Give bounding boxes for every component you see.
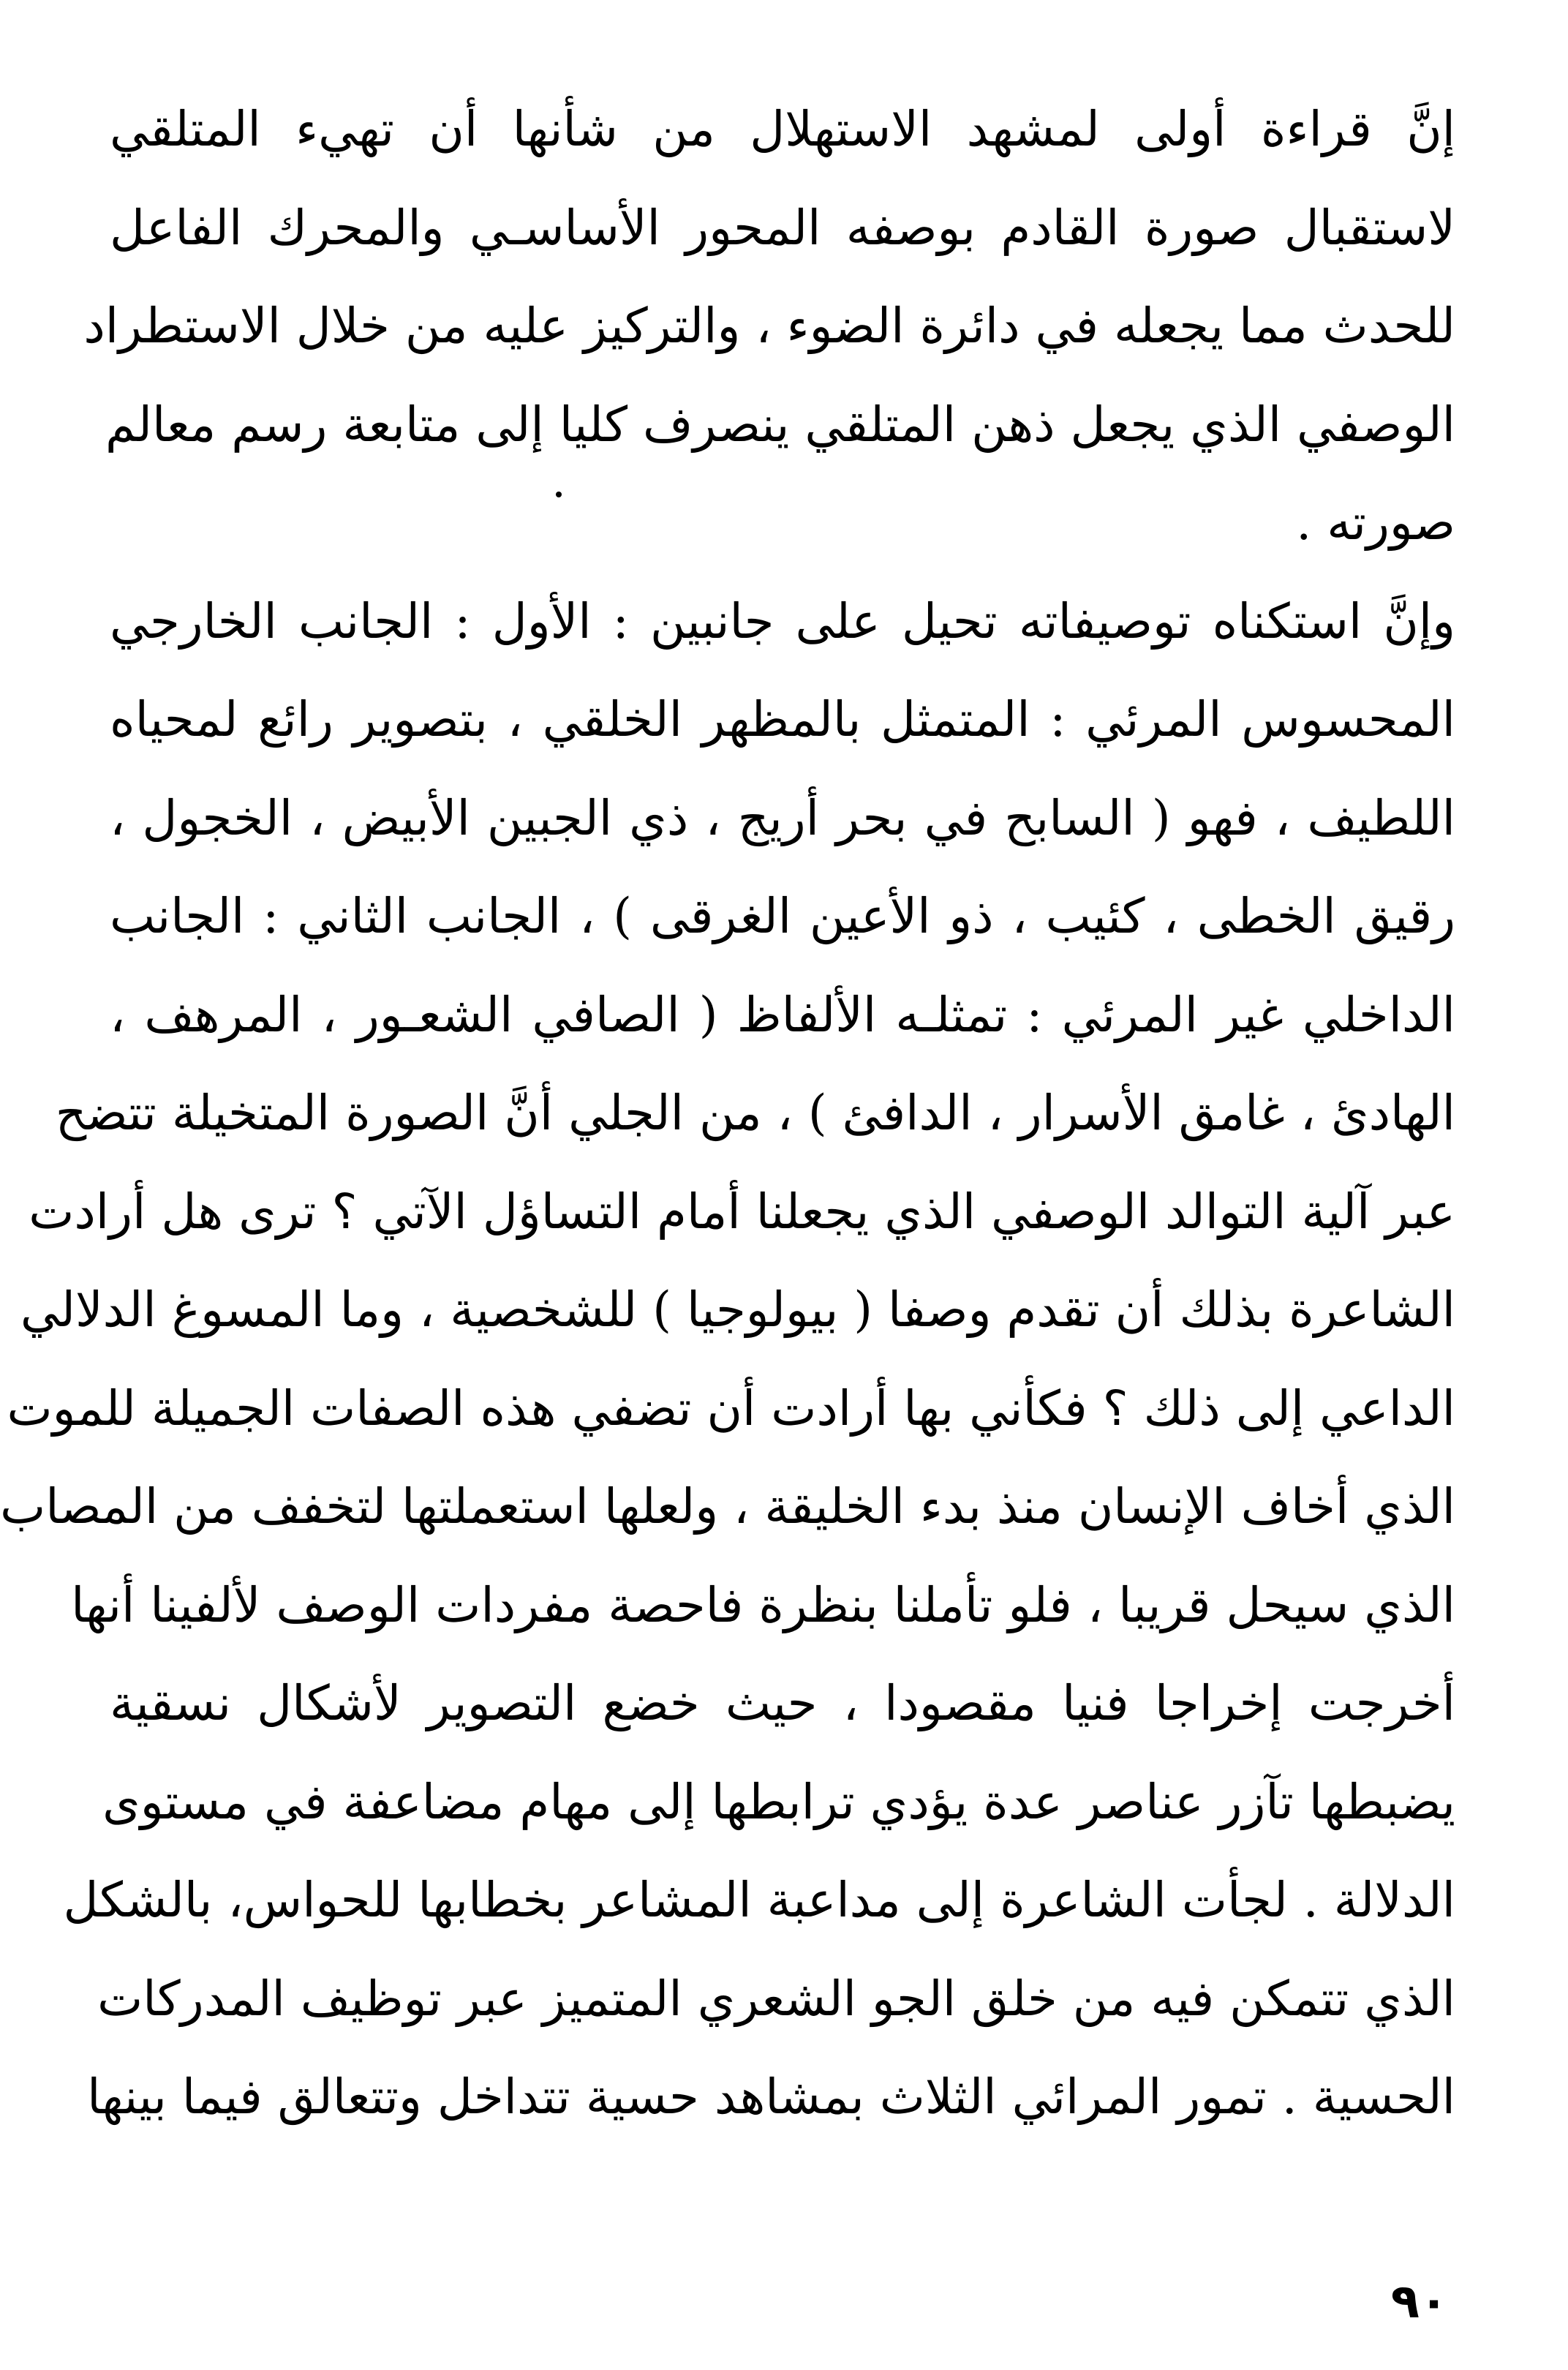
text-line: أخرجت إخراجا فنيا مقصودا ، حيث خضع التصوير لأشكال نسقية [110, 1675, 1455, 1731]
text-line: وإنَّ استكناه توصيفاته تحيل على جانبين : الأول : الجانب الخارجي [110, 592, 1455, 650]
text-line: إنَّ قراءة أولى لمشهد الاستهلال من شأنها أن تهيء المتلقي [110, 101, 1455, 157]
page-number: ٩٠ [1390, 2275, 1448, 2329]
paragraph-1 [83, 80, 1455, 573]
text-line: الذي أخاف الإنسان منذ بدء الخليقة ، ولعلها استعملتها لتخفف من المصاب [0, 1478, 1455, 1535]
text-line: الوصفي الذي يجعل ذهن المتلقي ينصرف كليا إلى متابعة رسم معالم [105, 396, 1455, 453]
text-line: الشاعرة بذلك أن تقدم وصفا ( بيولوجيا ) للشخصية ، وما المسوغ الدلالي [20, 1282, 1455, 1338]
text-line: لاستقبال صورة القادم بوصفه المحور الأساسـي والمحرك الفاعل [110, 199, 1455, 256]
text-line: الداخلي غير المرئي : تمثلـه الألفاظ ( الصافي الشعـور ، المرهف ، [110, 986, 1455, 1043]
body-text [0, 80, 1455, 2147]
text-line: الدلالة . لجأت الشاعرة إلى مداعبة المشاعر بخطابها للحواس، بالشكل [63, 1872, 1455, 1928]
text-line: الحسية . تمور المرائي الثلاث بمشاهد حسية تتداخل وتتعالق فيما بينها [87, 2069, 1455, 2125]
text-line: للحدث مما يجعله في دائرة الضوء ، والتركيز عليه من خلال الاستطراد [83, 298, 1455, 354]
paragraph-2 [0, 573, 1455, 2147]
text-line: يضبطها تآزر عناصر عدة يؤدي ترابطها إلى مهام مضاعفة في مستوى [102, 1773, 1455, 1830]
text-line: الهادئ ، غامق الأسرار ، الدافئ ) ، من الجلي أنَّ الصورة المتخيلة تتضح [55, 1085, 1455, 1141]
text-line: رقيق الخطى ، كئيب ، ذو الأعين الغرقى ) ، الجانب الثاني : الجانب [110, 888, 1455, 944]
text-line: الذي سيحل قريبا ، فلو تأملنا بنظرة فاحصة مفردات الوصف لألفينا أنها [71, 1576, 1455, 1633]
text-line: اللطيف ، فهو ( السابح في بحر أريج ، ذي الجبين الأبيض ، الخجول ، [110, 789, 1455, 846]
text-line: عبر آلية التوالد الوصفي الذي يجعلنا أمام التساؤل الآتي ؟ ترى هل أرادت [29, 1183, 1455, 1240]
text-line: صورته . [1296, 494, 1455, 551]
text-line: الذي تتمكن فيه من خلق الجو الشعري المتميز عبر توظيف المدركات [97, 1970, 1455, 2027]
text-line: الداعي إلى ذلك ؟ فكأني بها أرادت أن تضفي هذه الصفات الجميلة للموت [7, 1380, 1455, 1437]
text-line: المحسوس المرئي : المتمثل بالمظهر الخلقي ، بتصوير رائع لمحياه [110, 691, 1455, 748]
